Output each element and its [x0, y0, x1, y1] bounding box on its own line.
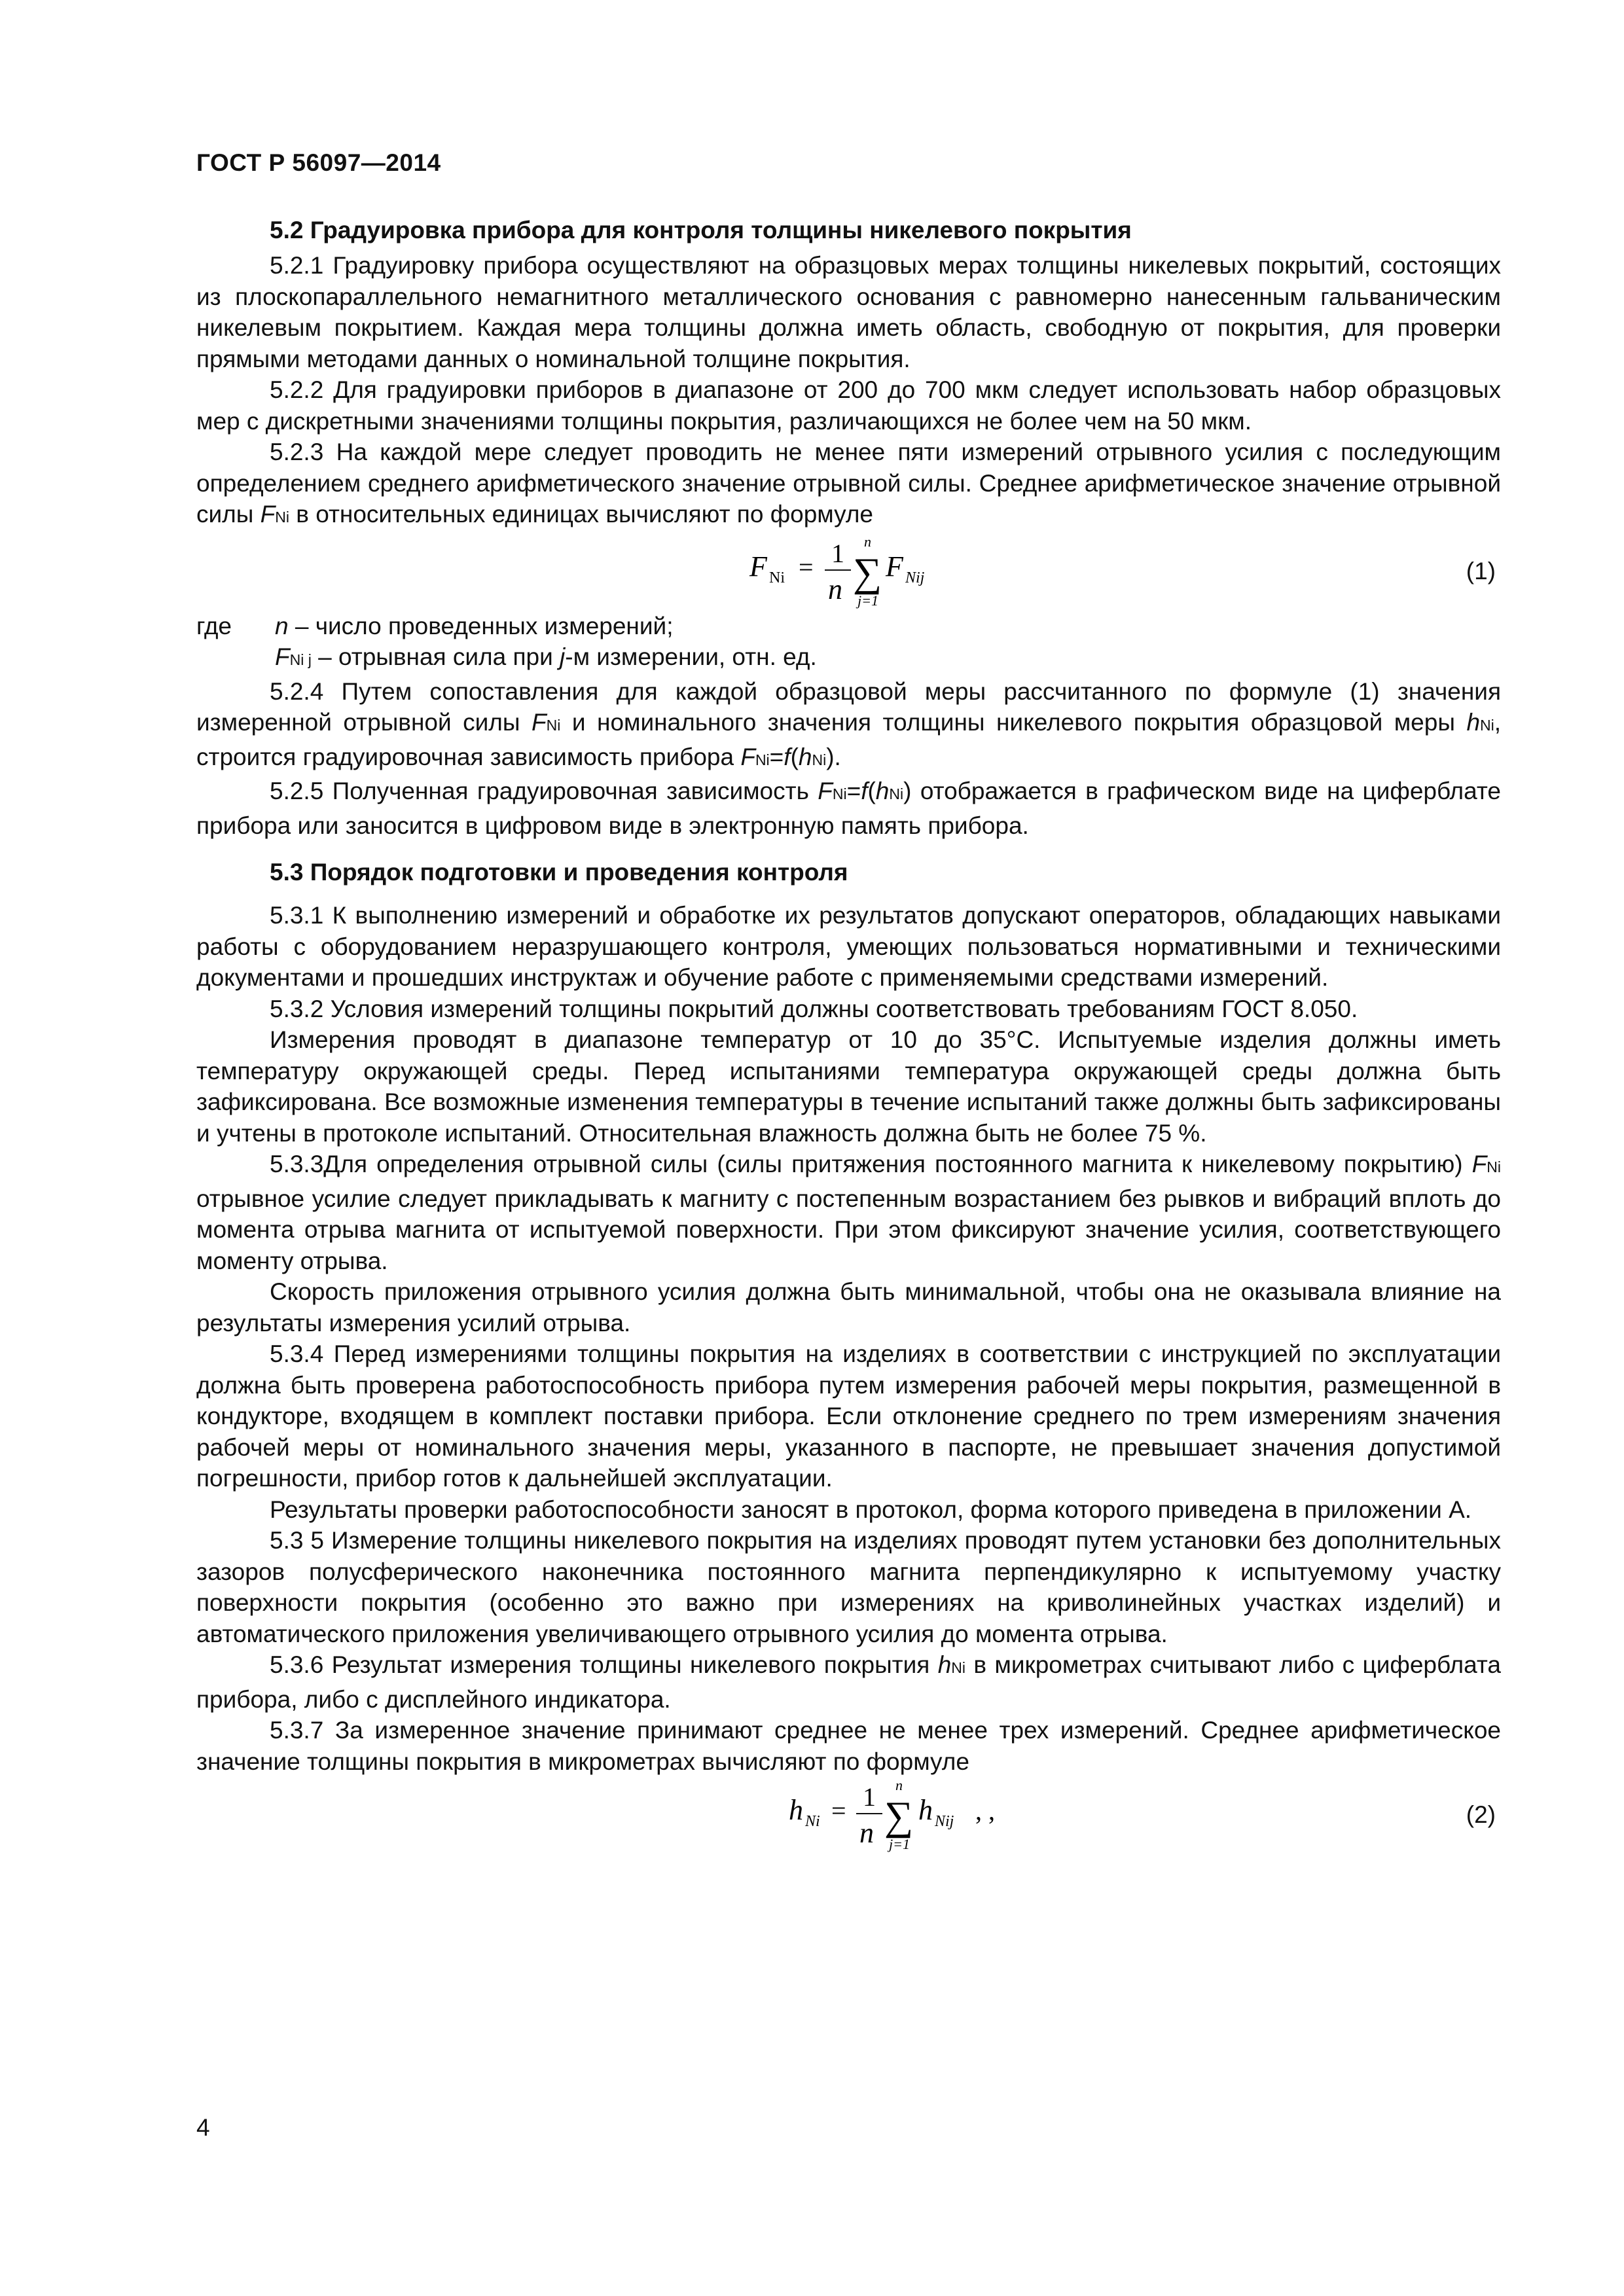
formula-1-denominator: n	[828, 573, 842, 605]
paragraph-5-3-4-b: Результаты проверки работоспособности заносят в протокол, форма которого приведена в приложении А.	[270, 1496, 1472, 1523]
formula-1-term-sub: Nij	[905, 569, 925, 586]
formula-1-number: (1)	[1466, 557, 1496, 584]
paragraph-5-3-1: 5.3.1 К выполнению измерений и обработке их результатов допускают операторов, обладающих навыками работы с оборудованием неразрушающего контроля, умеющих пользоваться нормативными и техническими документами и прошедших инструктаж и обучение работе с применяемыми средствами измерений.	[196, 902, 1501, 991]
paragraph-5-2-3: 5.2.3 На каждой мере следует проводить не менее пяти измерений отрывного усилия с последующим определением среднего арифметического значение отрывной силы. Среднее арифметическое значение отрывной силы FNi в относительных единицах вычисляют по формуле	[196, 439, 1501, 528]
formula-2-lhs-sub: Ni	[805, 1813, 820, 1830]
page-body	[196, 211, 1501, 1854]
formula-2-sum-lower: j=1	[889, 1836, 910, 1852]
formula-1-sum-upper: n	[864, 533, 871, 550]
formula-1-sum-sign: ∑	[853, 550, 882, 595]
formula-1	[196, 533, 1501, 611]
formula-2	[196, 1777, 1501, 1854]
legend-fnij: FNi j – отрывная сила при j-м измерении, отн. ед.	[275, 643, 817, 670]
paragraph-5-3-4: 5.3.4 Перед измерениями толщины покрытия на изделиях в соответствии с инструкцией по эксплуатации должна быть проверена работоспособность прибора путем измерения рабочей меры покрытия, размещенной в кондукторе, входящем в комплект поставки прибора. Если отклонение среднего по трем измерениям значения рабочей меры от номинального значения меры, указанного в паспорте, не превышает значения допустимой погрешности, прибор готов к дальнейшей эксплуатации.	[196, 1340, 1501, 1492]
formula-1-equals: =	[799, 552, 814, 582]
paragraph-5-2-1: 5.2.1 Градуировку прибора осуществляют на образцовых мерах толщины никелевых покрытий, состоящих из плоскопараллельного немагнитного металлического основания с равномерно нанесенным гальваническим никелевым покрытием. Каждая мера толщины должна иметь область, свободную от покрытия, для проверки прямыми методами данных о номинальной толщине покрытия.	[196, 252, 1501, 372]
paragraph-5-3-3-c: Скорость приложения отрывного усилия должна быть минимальной, чтобы она не оказывала влияние на результаты измерения усилий отрыва.	[196, 1278, 1501, 1336]
formula-2-lhs: h	[789, 1794, 803, 1826]
section-5-3-title: 5.3 Порядок подготовки и проведения контроля	[270, 859, 848, 886]
formula-2-denominator: n	[859, 1817, 874, 1849]
document-id-header: ГОСТ Р 56097—2014	[196, 149, 441, 176]
formula-2-term-sub: Nij	[935, 1813, 954, 1830]
paragraph-5-2-5: 5.2.5 Полученная градуировочная зависимость FNi=f(hNi) отображается в графическом виде на циферблате прибора или заносится в цифровом виде в электронную память прибора.	[196, 778, 1501, 839]
paragraph-5-2-4: 5.2.4 Путем сопоставления для каждой образцовой меры рассчитанного по формуле (1) значения измеренной отрывной силы FNi и номинального значения толщины никелевого покрытия образцовой меры hNi, строится градуировочная зависимость прибора FNi=f(hNi).	[196, 677, 1502, 770]
paragraph-5-3-2-b: Измерения проводят в диапазоне температур от 10 до 35°С. Испытуемые изделия должны иметь температуру окружающей среды. Перед испытаниями температура окружающей среды должна быть зафиксирована. Все возможные изменения температуры в течение испытаний также должны быть зафиксированы и учтены в протоколе испытаний. Относительная влажность должна быть не более 75 %.	[196, 1026, 1501, 1147]
paragraph-5-3-2: 5.3.2 Условия измерений толщины покрытий должны соответствовать требованиям ГОСТ 8.050.	[270, 995, 1358, 1022]
where-label: где	[196, 612, 232, 639]
paragraph-5-3-6: 5.3.6 Результат измерения толщины никелевого покрытия hNi в микрометрах считывают либо с циферблата прибора, либо с дисплейного индикатора.	[196, 1651, 1502, 1713]
section-5-2-title: 5.2 Градуировка прибора для контроля толщины никелевого покрытия	[270, 217, 1132, 243]
page-number: 4	[196, 2114, 210, 2141]
formula-2-tail: , ,	[975, 1796, 995, 1825]
formula-1-term: F	[886, 550, 903, 583]
paragraph-5-3-5: 5.3 5 Измерение толщины никелевого покрытия на изделиях проводят путем установки без дополнительных зазоров полусферического наконечника постоянного магнита перпендикулярно к испытуемому участку поверхности покрытия (особенно это важно при измерениях на криволинейных участках изделий) и автоматического приложения увеличивающего отрывного усилия до момента отрыва.	[196, 1527, 1501, 1647]
formula-2-sum-upper: n	[895, 1777, 903, 1793]
paragraph-5-3-7: 5.3.7 За измеренное значение принимают среднее не менее трех измерений. Среднее арифметическое значение толщины покрытия в микрометрах вычисляют по формуле	[196, 1717, 1501, 1775]
paragraph-5-3-3: 5.3.3Для определения отрывной силы (силы притяжения постоянного магнита к никелевому покрытию) FNi отрывное усилие следует прикладывать к магниту с постепенным возрастанием без рывков и вибраций вплоть до момента отрыва магнита от испытуемой поверхности. При этом фиксируют значение усилия, соответствующего моменту отрыва.	[196, 1151, 1502, 1274]
formula-2-number: (2)	[1466, 1801, 1496, 1828]
formula-2-equals: =	[831, 1796, 846, 1825]
formula-1-legend	[196, 611, 1501, 676]
formula-1-svg	[746, 533, 943, 611]
legend-n: n – число проведенных измерений;	[275, 612, 674, 639]
formula-2-svg	[785, 1777, 1060, 1854]
formula-2-sum-sign: ∑	[884, 1794, 914, 1839]
formula-1-lhs: F	[749, 550, 767, 583]
formula-1-sum-lower: j=1	[857, 592, 878, 609]
formula-1-numerator: 1	[831, 538, 844, 568]
formula-2-term: h	[918, 1794, 933, 1826]
paragraph-5-2-2: 5.2.2 Для градуировки приборов в диапазоне от 200 до 700 мкм следует использовать набор образцовых мер с дискретными значениями толщины покрытия, различающихся не более чем на 50 мкм.	[196, 376, 1501, 435]
formula-2-numerator: 1	[863, 1782, 876, 1812]
formula-1-lhs-sub: Ni	[769, 569, 785, 586]
